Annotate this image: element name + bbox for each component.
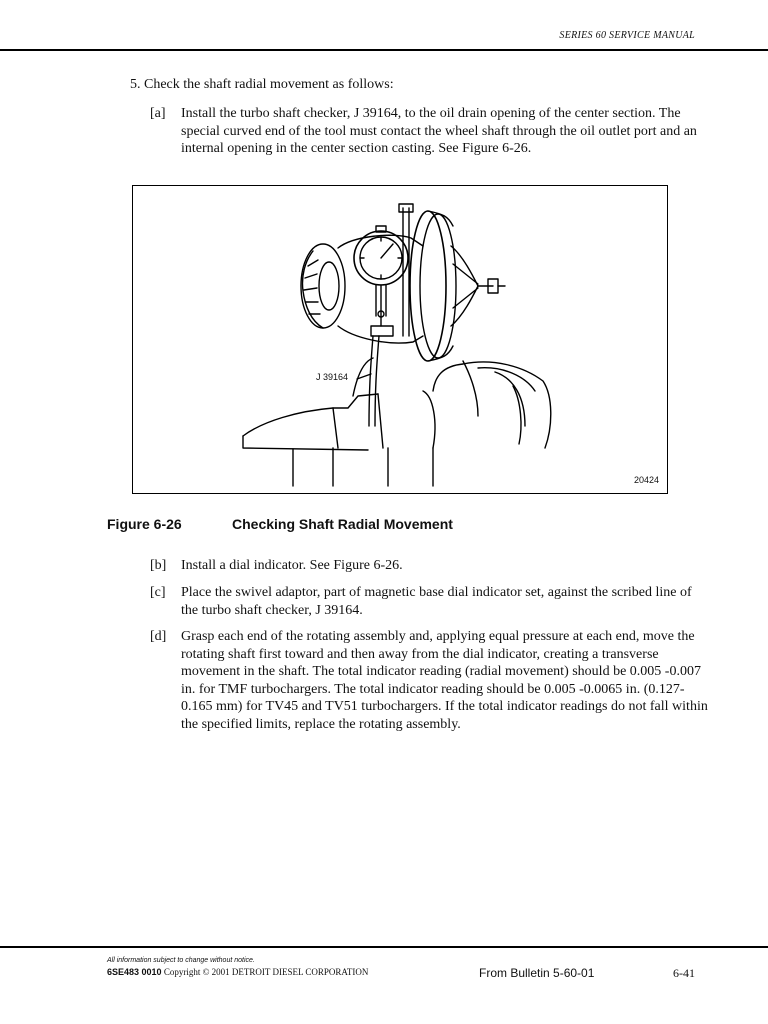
substep-c-text: Place the swivel adaptor, part of magnetic base dial indicator set, against the scribed line of the turbo shaft checker, J 39164.: [181, 585, 692, 618]
substep-b-text: Install a dial indicator. See Figure 6-26.: [181, 558, 403, 573]
substep-a-text: Install the turbo shaft checker, J 39164, to the oil drain opening of the center section. The special curved end of the tool must contact the wheel shaft through the oil outlet port and an internal opening in the center section casting. See Figure 6-26.: [181, 106, 697, 156]
substep-b: [150, 557, 710, 575]
substep-d: [150, 628, 710, 733]
bulletin-reference: From Bulletin 5-60-01: [479, 966, 595, 980]
substep-a: [150, 105, 710, 158]
footer-disclaimer: All information subject to change without notice.: [107, 957, 255, 964]
page-number: 6-41: [673, 966, 695, 980]
step-5: 5. Check the shaft radial movement as follows:: [130, 77, 394, 92]
tool-label: J 39164: [316, 372, 349, 382]
header-rule: [0, 49, 768, 51]
figure-id: 20424: [633, 475, 659, 485]
substep-a-marker: [a]: [150, 106, 166, 121]
substep-c: [150, 584, 710, 619]
substep-b-marker: [b]: [150, 558, 167, 573]
document-id: 6SE483 0010: [107, 967, 162, 977]
copyright-text: Copyright © 2001 DETROIT DIESEL CORPORATION: [163, 967, 369, 977]
footer-rule: [0, 946, 768, 948]
footer-document-line: [107, 967, 368, 977]
substep-d-text: Grasp each end of the rotating assembly and, applying equal pressure at each end, move the rotating shaft first toward and then away from the dial indicator, creating a transverse movement in the shaft. The total indicator reading (radial movement) should be 0.005 -0.007 in. for TMF turbochargers. The total indicator reading should be 0.005 -0.0065 in. (0.127-0.165 mm) for TV45 and TV51 turbochargers. If the total indicator readings do not fall within the specified limits, replace the rotating assembly.: [181, 629, 708, 732]
running-header: SERIES 60 SERVICE MANUAL: [559, 30, 695, 41]
figure-caption-number: Figure 6-26: [107, 516, 182, 532]
figure-caption-title: Checking Shaft Radial Movement: [232, 516, 453, 532]
figure-6-26: [132, 185, 668, 494]
substep-c-marker: [c]: [150, 585, 166, 600]
turbocharger-illustration: [133, 186, 669, 495]
substep-d-marker: [d]: [150, 629, 167, 644]
